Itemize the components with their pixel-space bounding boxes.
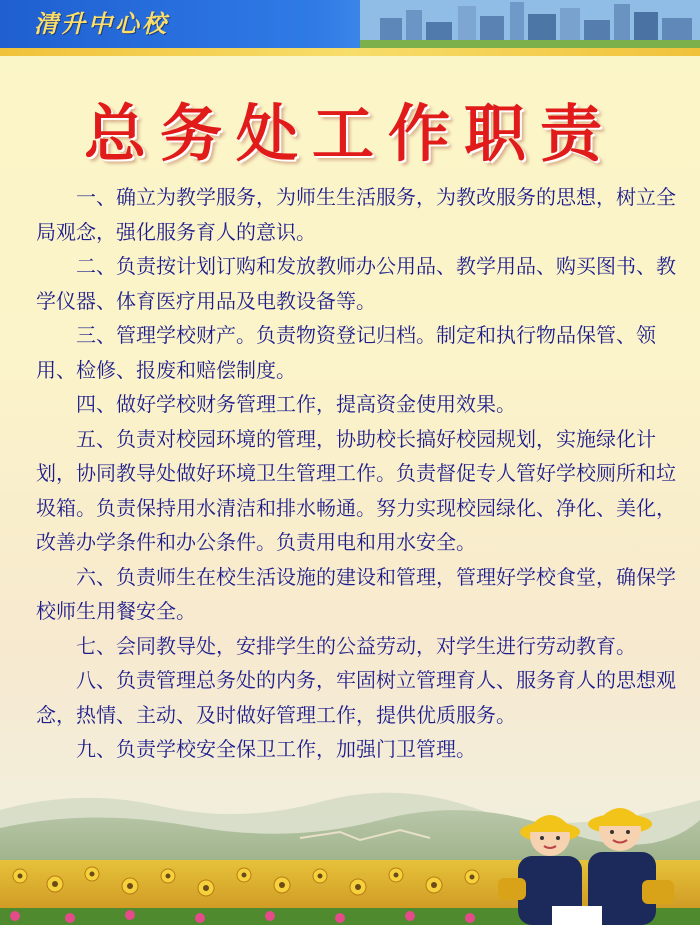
children-photo — [492, 788, 692, 925]
duty-item-4: 四、做好学校财务管理工作，提高资金使用效果。 — [76, 392, 516, 416]
duty-item-3: 三、管理学校财产。负责物资登记归档。制定和执行物品保管、领用、检修、报废和赔偿制度。 — [36, 323, 656, 382]
duties-list — [36, 180, 676, 767]
duty-item-1: 一、确立为教学服务，为师生生活服务，为教改服务的思想，树立全局观念，强化服务育人的意识。 — [36, 185, 676, 244]
school-name: 清升中心校 — [34, 10, 169, 38]
page-title: 总务处工作职责 — [83, 97, 616, 170]
duty-item-9: 九、负责学校安全保卫工作，加强门卫管理。 — [76, 737, 476, 761]
duty-item-8: 八、负责管理总务处的内务，牢固树立管理育人、服务育人的思想观念，热情、主动、及时做好管理工作，提供优质服务。 — [36, 668, 676, 727]
header-divider — [0, 48, 700, 56]
duty-item-7: 七、会同教导处，安排学生的公益劳动，对学生进行劳动教育。 — [76, 633, 636, 658]
duty-item-5: 五、负责对校园环境的管理，协助校长搞好校园规划，实施绿化计划，协同教导处做好环境卫生管理工作。负责督促专人管好学校厕所和垃圾箱。负责保持用水清洁和排水畅通。努力实现校园绿化、净化、美化，改善办学条件和办公条件。负责用电和用水安全。 — [36, 426, 676, 554]
city-skyline-image — [360, 0, 700, 48]
duty-item-6: 六、负责师生在校生活设施的建设和管理，管理好学校食堂，确保学校师生用餐安全。 — [36, 564, 676, 623]
header-banner — [0, 0, 700, 48]
duty-item-2: 二、负责按计划订购和发放教师办公用品、教学用品、购买图书、教学仪器、体育医疗用品及电教设备等。 — [36, 254, 676, 313]
